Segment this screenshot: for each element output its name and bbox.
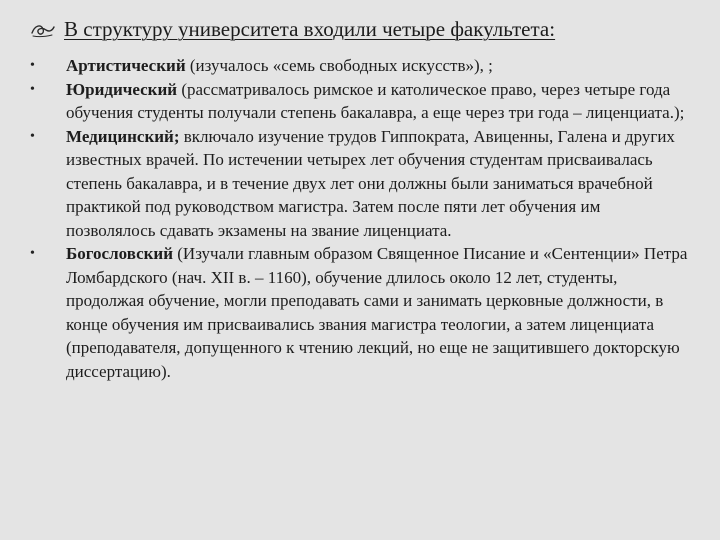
item-text: (изучалось «семь свободных искусств»), ;	[185, 56, 493, 75]
slide-heading	[30, 16, 690, 42]
list-item	[26, 242, 690, 383]
bullet: •	[30, 81, 35, 97]
item-term: Медицинский;	[66, 126, 180, 146]
bullet: •	[30, 58, 35, 73]
item-term: Артистический	[66, 56, 186, 75]
decorative-swirl-icon	[30, 21, 56, 39]
heading-text: В структуру университета входили четыре факультета:	[64, 17, 556, 41]
faculty-list	[26, 54, 690, 383]
bullet: •	[30, 246, 35, 261]
list-item	[26, 125, 690, 243]
item-text: (рассматривалось римское и католическое право, через четыре года обучения студенты получали степень бакалавра, а еще через три года – лиценциата.);	[66, 79, 685, 122]
bullet: •	[30, 128, 35, 144]
list-item	[26, 54, 690, 78]
item-term: Юридический	[66, 79, 178, 99]
item-text: (Изучали главным образом Священное Писание и «Сентенции» Петра Ломбардского (нач. XII в. – 1160), обучение длилось около 12 лет, студенты, продолжая обучение, могли преподавать сами и занимать церковные должности, в конце обучения им присваивались звания магистра теологии, а затем лиценциата (преподавателя, допущенного к чтению лекций, но еще не защитившего докторскую диссертацию).	[66, 244, 688, 381]
item-text: включало изучение трудов Гиппократа, Авиценны, Галена и других известных врачей. По истечении четырех лет обучения студентам присваивалась степень бакалавра, и в течение двух лет они должны были заниматься врачебной практикой под руководством магистра. Затем после пяти лет обучения им позволялось сдавать экзамены на звание лиценциата.	[66, 126, 675, 240]
item-term: Богословский	[66, 244, 174, 263]
list-item	[26, 78, 690, 125]
